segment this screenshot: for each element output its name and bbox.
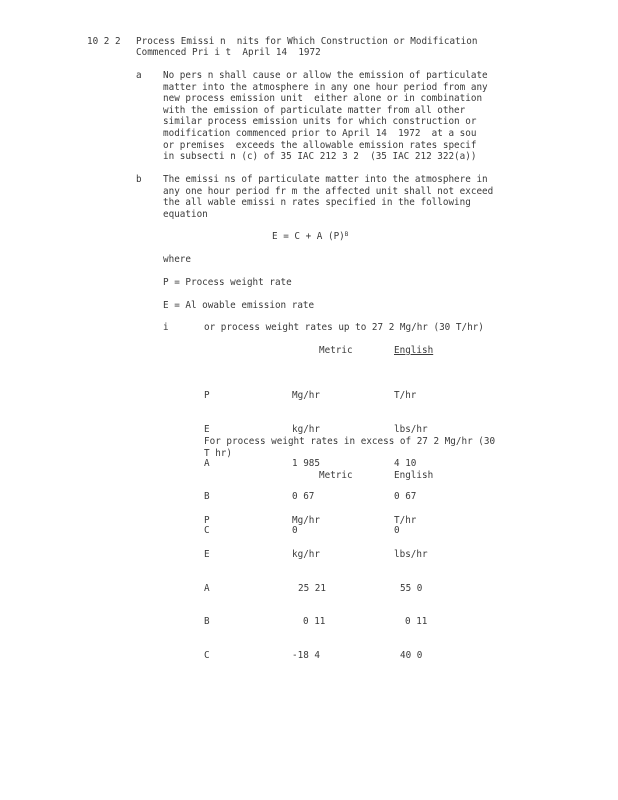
- table1-metric-value: Mg/hr: [292, 390, 320, 402]
- table1-metric-value: 1 985: [292, 457, 320, 469]
- table2-symbol-column: [204, 493, 226, 683]
- table2-metric-value: -18 4: [292, 649, 320, 661]
- table2-english-value: 55 0: [400, 582, 423, 594]
- table2-english-column: [394, 493, 428, 683]
- para-b-label: b: [136, 174, 142, 185]
- table1-symbol: B: [204, 491, 210, 503]
- table1-metric-value: kg/hr: [292, 424, 320, 435]
- section-number: 10 2 2: [87, 36, 121, 47]
- equation-main: E = C + A (P): [272, 231, 345, 242]
- table1-english-value: lbs/hr: [394, 424, 428, 435]
- para-a-line-7: or premises exceeds the allowable emission rates specif: [163, 139, 477, 151]
- section-heading-line-1: Process Emissi n nits for Which Construction or Modification: [136, 36, 478, 47]
- section-heading-line-2: Commenced Pri i t April 14 1972: [136, 47, 321, 58]
- table2-metric-value: kg/hr: [292, 549, 320, 560]
- table1-english-value: 0: [394, 524, 400, 536]
- table1-english-value: 0 67: [394, 491, 417, 503]
- table1-english-value: 4 10: [394, 457, 417, 469]
- para-a-line-2: matter into the atmosphere in any one hour period from any: [163, 81, 488, 93]
- equation-exponent: B: [344, 231, 349, 238]
- definition-e: E = Al owable emission rate: [163, 300, 315, 311]
- para-b-line-1: The emissi ns of particulate matter into the atmosphere in: [163, 174, 488, 185]
- para-a-line-5: similar process emission units for which construction or: [163, 116, 477, 128]
- table2-english-value: lbs/hr: [394, 549, 428, 560]
- table2-metric-value: 25 21: [298, 582, 326, 594]
- table1-english-value: T/hr: [394, 390, 417, 402]
- para-a-label: a: [136, 70, 142, 81]
- table1-symbol: P: [204, 390, 210, 402]
- item-i-text: or process weight rates up to 27 2 Mg/hr (30 T/hr): [204, 322, 484, 333]
- table2-symbol: A: [204, 582, 210, 594]
- item-i-label: i: [163, 322, 169, 333]
- table1-metric-header: Metric: [319, 345, 353, 356]
- table1-metric-value: 0: [292, 524, 298, 536]
- para-b-line-4: equation: [163, 208, 208, 220]
- table1-symbol: A: [204, 457, 210, 469]
- table2-english-value: 40 0: [400, 649, 423, 661]
- para-a-line-1: No pers n shall cause or allow the emission of particulate: [163, 70, 488, 81]
- table2-metric-value: 0 11: [303, 616, 326, 628]
- table1-symbol: C: [204, 524, 210, 536]
- table2-english-value: T/hr: [394, 515, 417, 527]
- para-a-line-3: new process emission unit either alone or in combination: [163, 93, 483, 105]
- definition-p: P = Process weight rate: [163, 277, 292, 288]
- para-a-line-8: in subsecti n (c) of 35 IAC 212 3 2 (35 IAC 212 322(a)): [163, 151, 477, 163]
- para-a-line-4: with the emission of particulate matter from all other: [163, 104, 466, 116]
- table1-metric-value: 0 67: [292, 491, 315, 503]
- item-ii-line-2: T hr): [204, 447, 232, 459]
- table2-symbol: E: [204, 549, 210, 560]
- para-b-line-2: any one hour period fr m the affected unit shall not exceed: [163, 185, 494, 197]
- table2-metric-header: Metric: [319, 470, 353, 481]
- table2-symbol: C: [204, 649, 210, 661]
- table2-english-value: 0 11: [405, 616, 428, 628]
- table2-metric-column: [292, 493, 326, 683]
- para-b-line-3: the all wable emissi n rates specified in the following: [163, 197, 471, 209]
- item-ii-line-1: For process weight rates in excess of 27 2 Mg/hr (30: [204, 436, 496, 447]
- table2-symbol: P: [204, 515, 210, 527]
- table2-metric-value: Mg/hr: [292, 515, 320, 527]
- where-label: where: [163, 254, 191, 265]
- table1-english-header: English: [394, 345, 434, 356]
- table2-english-header: English: [394, 470, 434, 481]
- emission-equation: [272, 231, 348, 243]
- para-a-line-6: modification commenced prior to April 14 1972 at a sou: [163, 128, 477, 139]
- table2-symbol: B: [204, 616, 210, 628]
- table1-symbol: E: [204, 424, 210, 435]
